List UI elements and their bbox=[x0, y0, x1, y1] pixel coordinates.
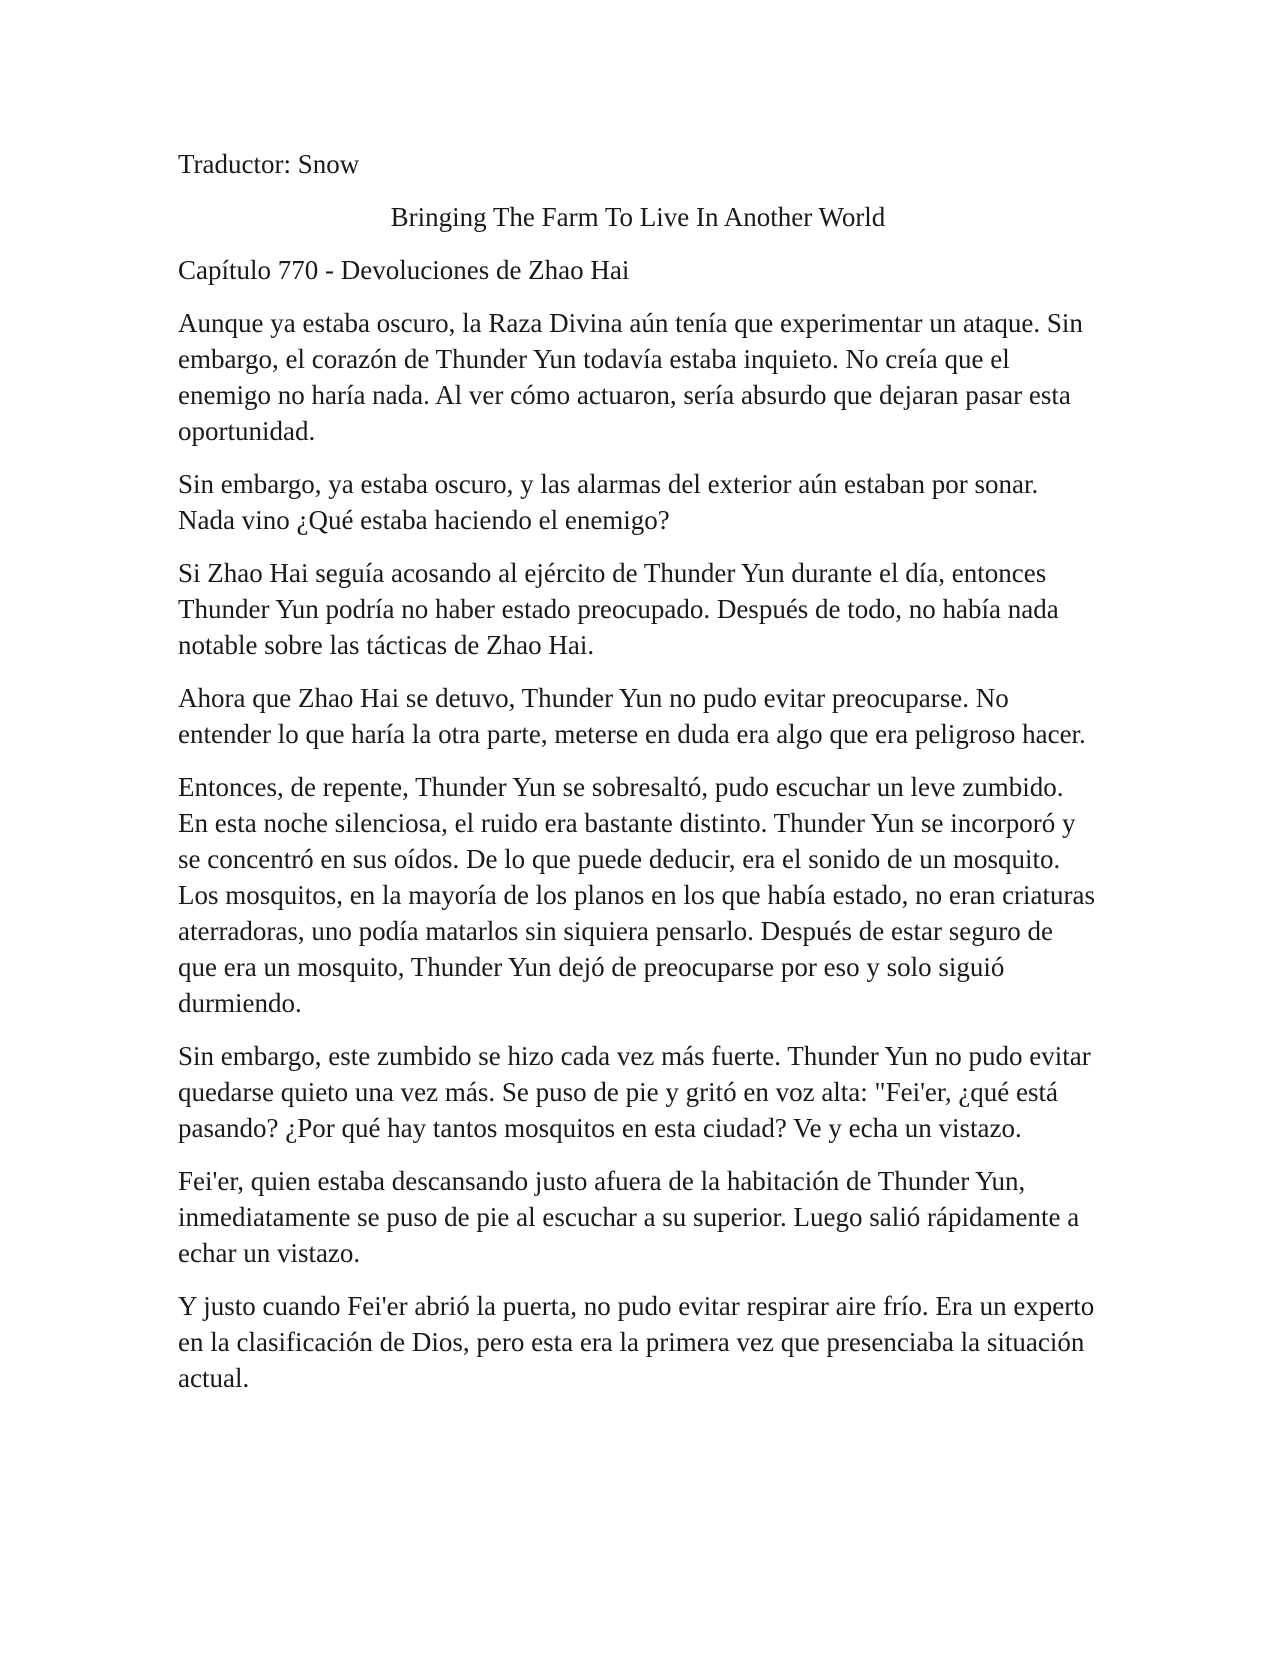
paragraph: Fei'er, quien estaba descansando justo afuera de la habitación de Thunder Yun, inmediatamente se puso de pie al escuchar a su superior. Luego salió rápidamente a echar un vistazo. bbox=[178, 1166, 1080, 1268]
paragraph: Sin embargo, ya estaba oscuro, y las alarmas del exterior aún estaban por sonar. Nada vino ¿Qué estaba haciendo el enemigo? bbox=[178, 469, 1039, 535]
translator-credit: Traductor: Snow bbox=[178, 149, 360, 179]
paragraph: Y justo cuando Fei'er abrió la puerta, no pudo evitar respirar aire frío. Era un experto en la clasificación de Dios, pero esta era la primera vez que presenciaba la situación actual. bbox=[178, 1291, 1095, 1393]
paragraph: Entonces, de repente, Thunder Yun se sobresaltó, pudo escuchar un leve zumbido. En esta noche silenciosa, el ruido era bastante distinto. Thunder Yun se incorporó y se concentró en sus oídos. De lo que puede deducir, era el sonido de un mosquito. Los mosquitos, en la mayoría de los planos en los que había estado, no eran criaturas aterradoras, uno podía matarlos sin siquiera pensarlo. Después de estar seguro de que era un mosquito, Thunder Yun dejó de preocuparse por eso y solo siguió durmiendo. bbox=[178, 772, 1096, 1018]
paragraph: Si Zhao Hai seguía acosando al ejército de Thunder Yun durante el día, entonces Thunder Yun podría no haber estado preocupado. Después de todo, no había nada notable sobre las tácticas de Zhao Hai. bbox=[178, 558, 1059, 660]
paragraph: Sin embargo, este zumbido se hizo cada vez más fuerte. Thunder Yun no pudo evitar quedarse quieto una vez más. Se puso de pie y gritó en voz alta: "Fei'er, ¿qué está pasando? ¿Por qué hay tantos mosquitos en esta ciudad? Ve y echa un vistazo. bbox=[178, 1041, 1091, 1143]
paragraph: Ahora que Zhao Hai se detuvo, Thunder Yun no pudo evitar preocuparse. No entender lo que haría la otra parte, meterse en duda era algo que era peligroso hacer. bbox=[178, 683, 1086, 749]
chapter-title: Capítulo 770 - Devoluciones de Zhao Hai bbox=[178, 255, 630, 285]
paragraph: Aunque ya estaba oscuro, la Raza Divina aún tenía que experimentar un ataque. Sin embargo, el corazón de Thunder Yun todavía estaba inquieto. No creía que el enemigo no haría nada. Al ver cómo actuaron, sería absurdo que dejaran pasar esta oportunidad. bbox=[178, 308, 1083, 446]
book-title: Bringing The Farm To Live In Another World bbox=[390, 202, 886, 232]
document-body bbox=[178, 146, 1098, 1413]
